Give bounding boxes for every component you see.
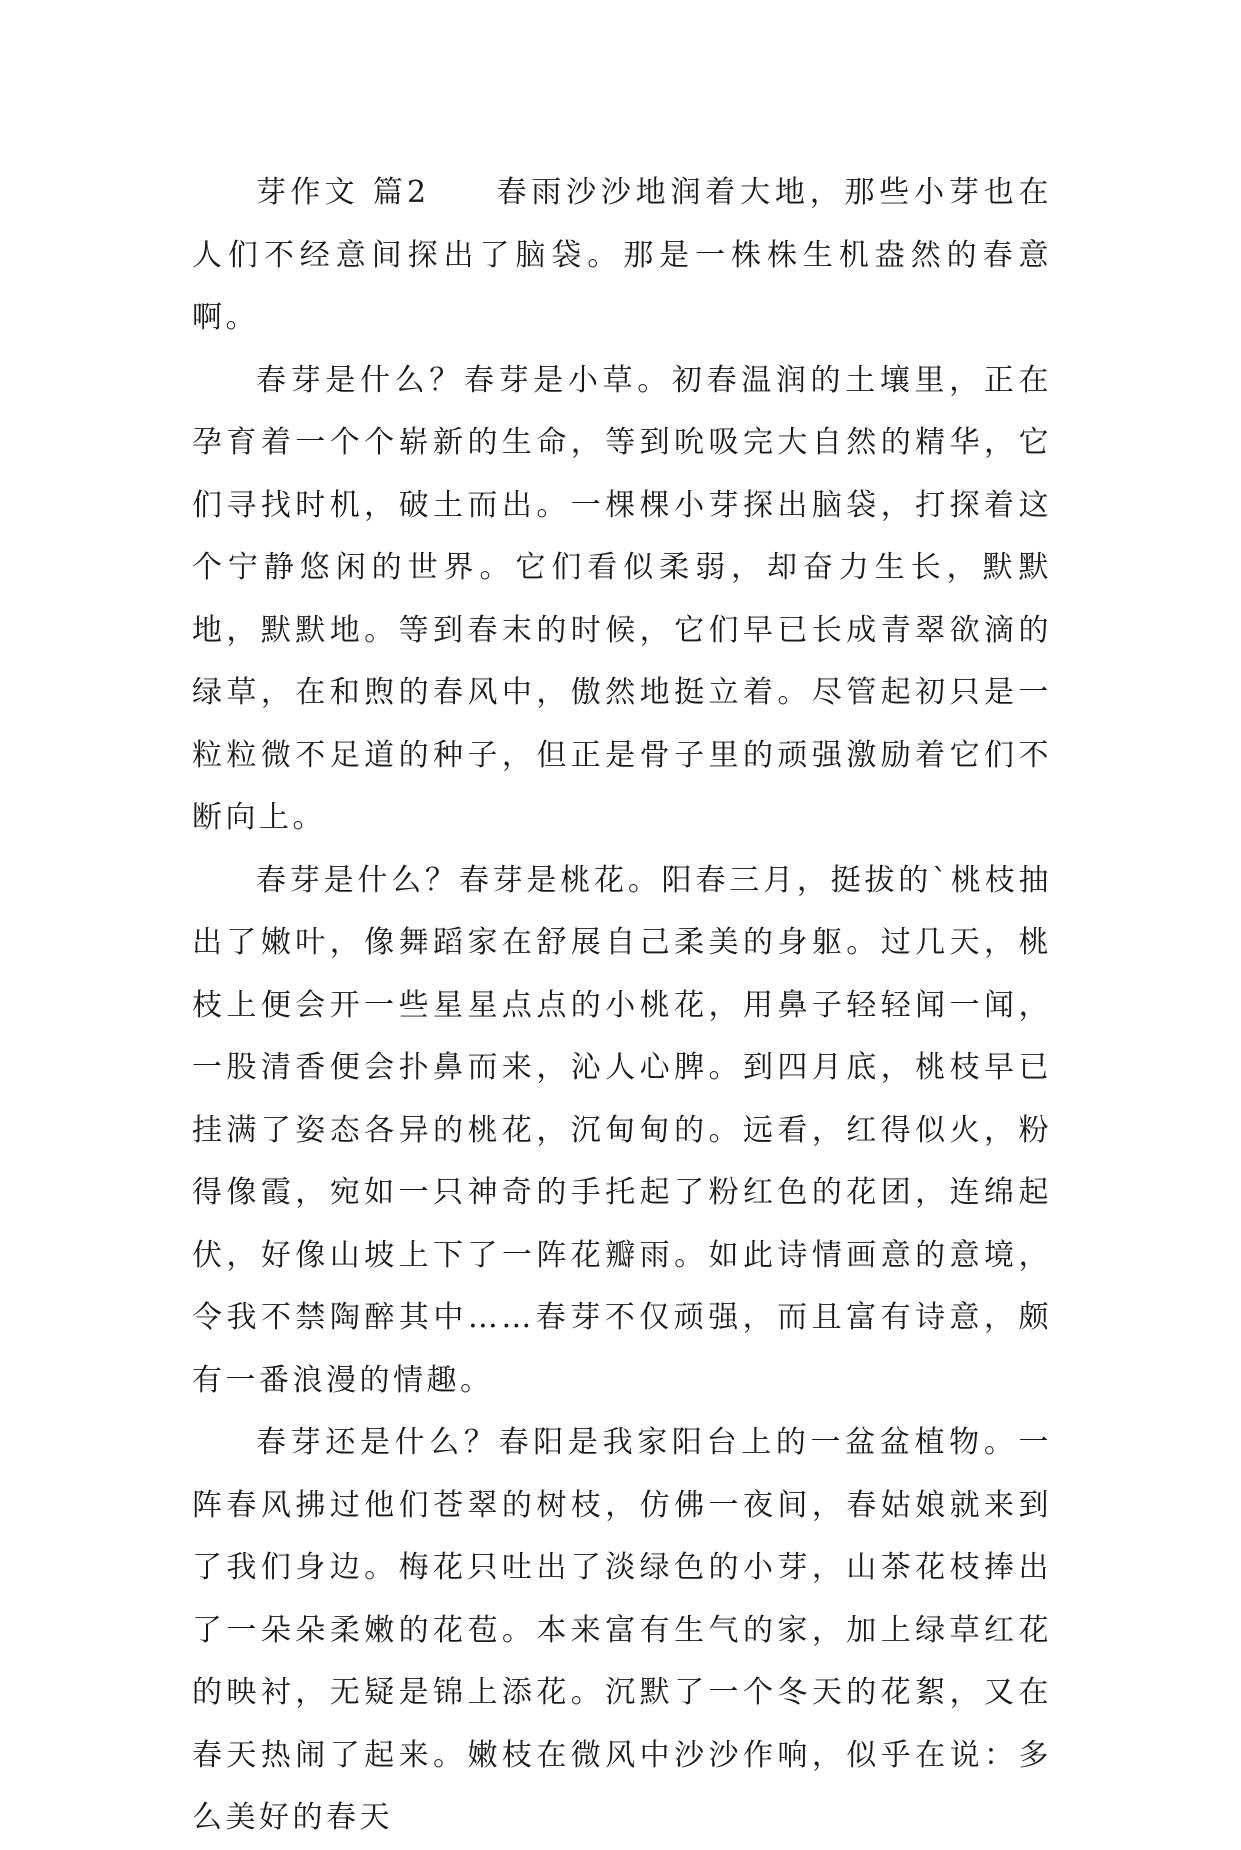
- paragraph-text: 春雨沙沙地润着大地，那些小芽也在人们不经意间探出了脑袋。那是一株株生机盎然的春意啊。: [192, 175, 1053, 335]
- document-body: [192, 162, 1052, 1850]
- paragraph-peach-blossom: 春芽是什么？春芽是桃花。阳春三月，挺拔的`桃枝抽出了嫩叶，像舞蹈家在舒展自己柔美的身躯。过几天，桃枝上便会开一些星星点点的小桃花，用鼻子轻轻闻一闻，一股清香便会扑鼻而来，沁人心脾。到四月底，桃枝早已挂满了姿态各异的桃花，沉甸甸的。远看，红得似火，粉得像霞，宛如一只神奇的手托起了粉红色的花团，连绵起伏，好像山坡上下了一阵花瓣雨。如此诗情画意的意境，令我不禁陶醉其中……春芽不仅顽强，而且富有诗意，颇有一番浪漫的情趣。: [192, 862, 1052, 1398]
- paragraph-spring-grass: 春芽是什么？春芽是小草。初春温润的土壤里，正在孕育着一个个崭新的生命，等到吮吸完大自然的精华，它们寻找时机，破土而出。一棵棵小芽探出脑袋，打探着这个宁静悠闲的世界。它们看似柔弱，却奋力生长，默默地，默默地。等到春末的时候，它们早已长成青翠欲滴的绿草，在和煦的春风中，傲然地挺立着。尽管起初只是一粒粒微不足道的种子，但正是骨子里的顽强激励着它们不断向上。: [192, 362, 1052, 835]
- paragraph-balcony-plants: 春芽还是什么？春阳是我家阳台上的一盆盆植物。一阵春风拂过他们苍翠的树枝，仿佛一夜间，春姑娘就来到了我们身边。梅花只吐出了淡绿色的小芽，山茶花枝捧出了一朵朵柔嫩的花苞。本来富有生气的家，加上绿草红花的映衬，无疑是锦上添花。沉默了一个冬天的花絮，又在春天热闹了起来。嫩枝在微风中沙沙作响，似乎在说：多么美好的春天: [192, 1425, 1052, 1835]
- paragraph-intro: [192, 162, 1052, 350]
- essay-heading: 芽作文 篇2: [256, 175, 430, 210]
